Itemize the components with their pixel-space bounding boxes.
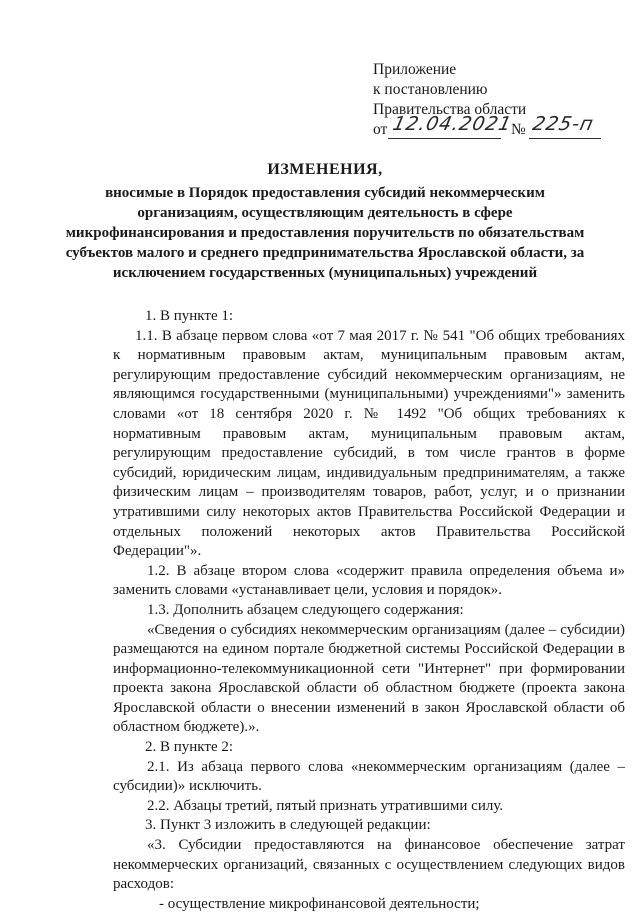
appendix-line-1: Приложение — [373, 61, 457, 78]
paragraph-1-2: 1.2. В абзаце втором слова «содержит правила определения объема и» заменить словами «устанавливает цели, условия и порядок». — [113, 562, 625, 599]
paragraph-1: 1. В пункте 1: — [145, 308, 234, 324]
paragraph-2: 2. В пункте 2: — [145, 739, 234, 756]
appendix-date-number-line — [373, 113, 633, 140]
appendix-line-2: к постановлению — [373, 81, 488, 98]
paragraph-1-3: 1.3. Дополнить абзацем следующего содержания: — [147, 601, 464, 618]
paragraph-2-1: 2.1. Из абзаца первого слова «некоммерческим организациям (далее – субсидии)» исключить. — [113, 758, 625, 795]
title-main: ИЗМЕНЕНИЯ, — [267, 161, 383, 178]
appendix-line-3: Правительства области — [373, 101, 527, 118]
document-body — [113, 307, 625, 914]
document-title — [60, 160, 590, 283]
handwritten-number: 225-п — [530, 113, 596, 135]
number-label: № — [511, 121, 526, 138]
appendix-header — [373, 60, 633, 140]
date-underline — [388, 138, 501, 139]
from-label: от — [373, 121, 388, 138]
number-underline — [529, 138, 601, 139]
handwritten-date: 12.04.2021 — [390, 113, 515, 135]
paragraph-3-quote: «3. Субсидии предоставляются на финансовое обеспечение затрат некоммерческих организаций, связанных с осуществлением следующих видов расходов: — [113, 837, 625, 893]
paragraph-1-3-quote: «Сведения о субсидиях некоммерческим организациям (далее – субсидии) размещаются на едином портале бюджетной системы Российской Федерации в информационно-телекоммуникационной сети "Интернет" при формировании проекта закона Ярославской области об областном бюджете (проекта закона Ярославской области о внесении изменений в закон Ярославской области об областном бюджете).». — [113, 621, 625, 736]
paragraph-3: 3. Пункт 3 изложить в следующей редакции: — [145, 817, 431, 834]
title-subtitle: вносимые в Порядок предоставления субсидий некоммерческим организациям, осуществляющим деятельность в сфере микрофинансирования и предоставления поручительств по обязательствам субъектов малого и среднего предпринимательства Ярославской области, за исключением государственных (муниципальных) учреждений — [65, 185, 585, 281]
paragraph-1-1: 1.1. В абзаце первом слова «от 7 мая 2017 г. № 541 "Об общих требованиях к нормативным правовым актам, муниципальным правовым актам, регулирующим предоставление субсидий некоммерческим организациям, не являющимся государственными (муниципальными) учреждениями"» заменить словами «от 18 сентября 2020 г. № 1492 "Об общих требованиях к нормативным правовым актам, муниципальным правовым актам, регулирующим предоставление субсидий, в том числе грантов в форме субсидий, юридическим лицам, индивидуальным предпринимателям, а также физическим лицам – производителям товаров, работ, услуг, и о признании утратившими силу некоторых актов Правительства Российской Федерации и отдельных положений некоторых актов Правительства Российской Федерации"». — [113, 327, 625, 560]
paragraph-2-2: 2.2. Абзацы третий, пятый признать утратившими силу. — [147, 797, 504, 814]
paragraph-3-item-1: - осуществление микрофинансовой деятельности; — [159, 895, 480, 912]
